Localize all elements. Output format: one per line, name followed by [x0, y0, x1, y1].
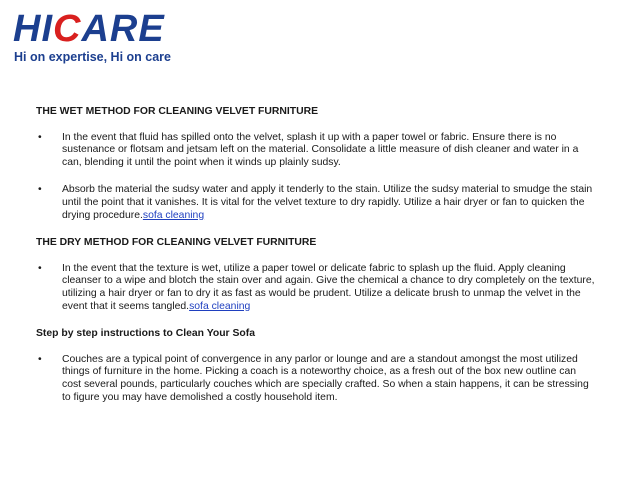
bullet-marker: •	[38, 131, 42, 143]
sofa-cleaning-link[interactable]: sofa cleaning	[142, 209, 205, 221]
section-heading-dry-method: THE DRY METHOD FOR CLEANING VELVET FURNITURE	[36, 237, 317, 249]
bullet-marker: •	[38, 262, 42, 274]
section-heading-clean-sofa: Step by step instructions to Clean Your Sofa	[36, 328, 256, 340]
bullet-text: Absorb the material the sudsy water and apply it tenderly to the stain. Utilize the sudsy material to smudge the stain until the point that it vanishes. It is vital for the velvet texture to dry rapidly. Utilize a hair dryer or fan to quicken the drying procedure.	[62, 184, 593, 221]
bullet-text: In the event that the texture is wet, utilize a paper towel or delicate fabric to splash up the fluid. Apply cleaning cleanser to a wipe and blotch the stain over and again. Give the chemical a chance to dry completely on the texture, utilizing a hair dryer or fan to dry it as fast as would be prudent. Utilize a delicate brush to unmap the velvet in the event that it seems tangled.	[62, 262, 595, 312]
bullet-item	[36, 354, 596, 404]
logo-text-hi: HI	[13, 8, 53, 50]
bullet-text: Couches are a typical point of convergence in any parlor or lounge and are a standout amongst the most utilized things of furniture in the home. Picking a coach is a noteworthy choice, as a fresh out of the box new outline can cost several pounds, particularly couches which are specially crafted. So when a stain happens, it can be stressing to figure you may have demolished a costly household item.	[62, 353, 589, 403]
logo-text-are: ARE	[81, 8, 165, 50]
bullet-text: In the event that fluid has spilled onto the velvet, splash it up with a paper towel or fabric. Ensure there is no sustenance or flotsam and jetsam left on the material. Consolidate a little measure of dish cleaner and water in a can, blending it until the point when it winds up plainly sudsy.	[62, 131, 579, 168]
section-heading-wet-method: THE WET METHOD FOR CLEANING VELVET FURNITURE	[36, 106, 319, 117]
bullet-marker: •	[38, 184, 42, 196]
bullet-item	[36, 263, 596, 313]
logo-wordmark	[13, 10, 165, 48]
sofa-cleaning-link[interactable]: sofa cleaning	[189, 300, 251, 312]
logo-text-c: C	[53, 8, 82, 50]
bullet-marker: •	[38, 353, 42, 365]
hicare-logo	[13, 10, 165, 48]
bullet-item	[36, 132, 596, 170]
logo-tagline: Hi on expertise, Hi on care	[14, 50, 171, 64]
bullet-item	[36, 184, 596, 222]
document-body	[36, 106, 596, 419]
